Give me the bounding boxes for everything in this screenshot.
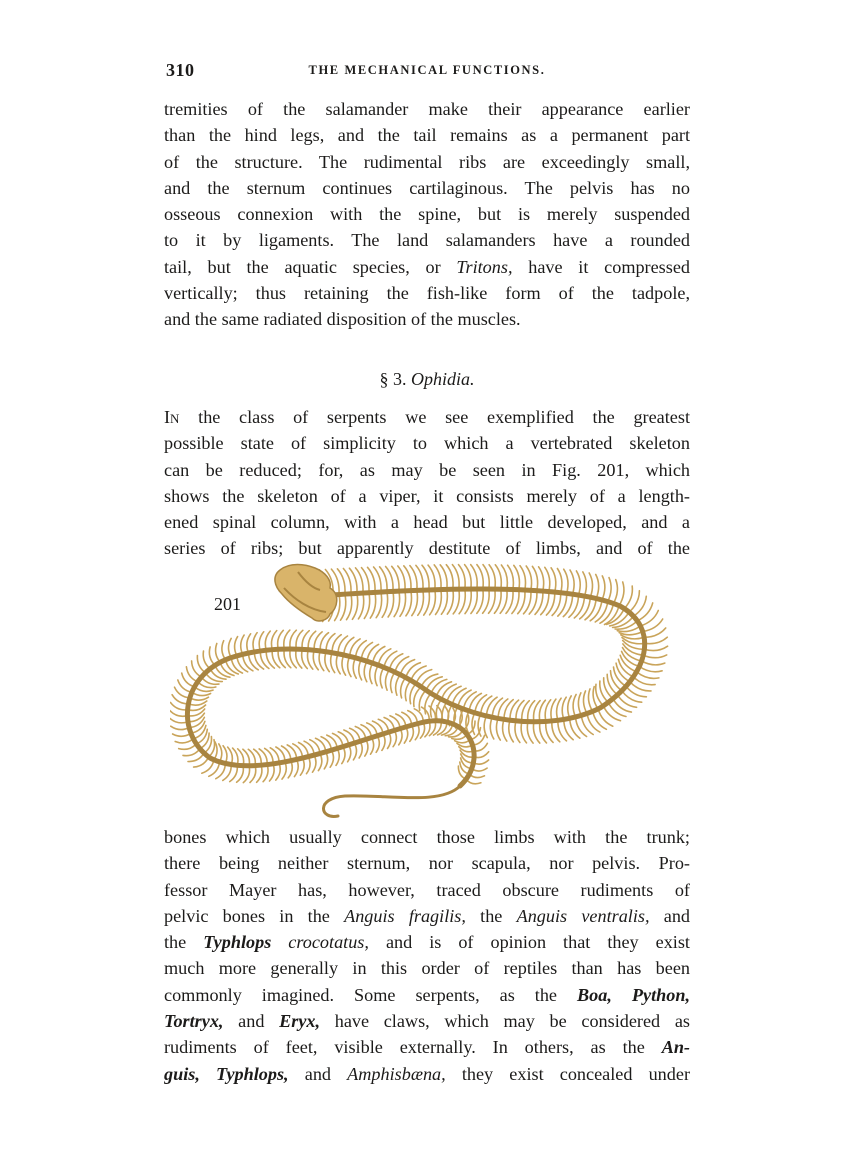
text-line: osseous connexion with the spine, but is merely suspended — [164, 204, 690, 225]
text-line: of the structure. The rudimental ribs are exceedingly small, — [164, 151, 690, 172]
rib — [375, 665, 378, 686]
rib — [629, 591, 639, 612]
rib — [186, 667, 197, 682]
text-segment: rudiments of feet, visible externally. In others, as the — [164, 1037, 662, 1058]
rib — [376, 592, 381, 618]
rib — [216, 764, 226, 779]
rib — [216, 644, 221, 663]
rib — [190, 697, 209, 700]
rib — [241, 635, 244, 654]
text-segment: pelvic bones in the — [164, 905, 345, 926]
text-line — [164, 929, 690, 955]
paragraph-bones — [164, 824, 690, 1087]
rib — [319, 651, 324, 671]
rib — [336, 654, 340, 674]
section-title: Ophidia. — [410, 369, 475, 389]
rib — [170, 710, 188, 716]
text-segment: the class of serpents we see exemplified the greatest — [179, 407, 690, 427]
rib — [385, 670, 389, 691]
rib — [182, 673, 195, 687]
rib — [348, 656, 351, 676]
rib — [194, 757, 209, 767]
text-line: possible state of simplicity to which a vertebrated skeleton — [164, 433, 690, 454]
text-line: to it by ligaments. The land salamanders have a rounded — [164, 230, 690, 251]
rib — [222, 641, 226, 660]
rib — [418, 590, 424, 615]
rib — [430, 590, 436, 615]
rib — [341, 594, 346, 620]
paragraph-salamander — [164, 96, 690, 333]
rib — [396, 675, 401, 696]
rib — [624, 586, 632, 609]
genus-typhlops: Typhlops — [203, 932, 272, 953]
rib — [235, 637, 238, 656]
rib — [342, 655, 346, 675]
rib — [583, 691, 587, 714]
rib — [453, 589, 459, 614]
rib — [614, 580, 618, 604]
rib — [192, 661, 202, 677]
rib — [501, 565, 507, 589]
rib — [370, 663, 373, 684]
rib — [388, 591, 394, 617]
rib — [229, 638, 232, 657]
rib — [509, 720, 514, 742]
rib — [495, 565, 501, 589]
rib — [598, 709, 613, 726]
rib — [400, 591, 406, 616]
rib — [394, 591, 400, 616]
rib — [364, 593, 369, 619]
rib — [447, 589, 453, 614]
rib — [278, 630, 284, 649]
rib — [602, 576, 605, 600]
rib — [634, 596, 647, 616]
rib — [358, 593, 363, 619]
text-segment: and — [288, 1063, 348, 1084]
rib — [424, 590, 430, 615]
text-line: much more generally in this order of reptiles than has been — [164, 958, 690, 979]
rib — [619, 582, 624, 606]
rib — [441, 589, 447, 614]
rib — [515, 721, 520, 743]
rib — [313, 650, 318, 670]
rib — [202, 760, 214, 773]
rib — [539, 567, 544, 591]
text-segment: commonly imagined. Some serpents, as the — [164, 984, 578, 1005]
rib — [573, 695, 576, 717]
text-line: vertically; thus retaining the fish-like form of the tadpole, — [164, 283, 690, 304]
text-line: than the hind legs, and the tail remains as a permanent part — [164, 125, 690, 146]
rib — [436, 590, 442, 615]
text-segment: they exist concealed under — [445, 1063, 690, 1084]
species-crocotatus: crocotatus, — [288, 932, 369, 953]
rib — [503, 719, 507, 741]
rib — [639, 667, 662, 672]
skeleton-tail — [323, 786, 460, 816]
rib — [576, 571, 580, 595]
rib — [578, 693, 581, 716]
text-line — [164, 1061, 690, 1087]
rib — [557, 569, 562, 593]
text-line: series of ribs; but apparently destitute of limbs, and of the — [164, 538, 690, 559]
rib — [223, 765, 231, 781]
rib — [557, 698, 561, 720]
text-line — [164, 404, 690, 430]
rib — [380, 667, 384, 688]
rib — [583, 572, 587, 596]
rib — [551, 699, 556, 721]
text-line: tremities of the salamander make their appearance earlier — [164, 99, 690, 119]
figure-number: 201 — [214, 594, 241, 614]
text-segment: and — [649, 905, 690, 926]
text-line: there being neither sternum, nor scapula, nor pelvis. Pro- — [164, 853, 690, 874]
text-line — [164, 1008, 690, 1034]
running-head: THE MECHANICAL FUNCTIONS. — [308, 63, 546, 77]
rib — [588, 689, 592, 711]
rib — [406, 591, 412, 616]
rib — [551, 568, 556, 592]
rib — [331, 653, 335, 673]
rib — [564, 569, 568, 593]
text-line — [164, 982, 690, 1008]
text-line: and the same radiated disposition of the muscles. — [164, 309, 521, 330]
rib — [642, 661, 665, 665]
rib — [644, 628, 666, 637]
genera-boa-python: Boa, Python, — [577, 984, 690, 1005]
rib — [562, 697, 566, 719]
rib — [589, 573, 592, 597]
text-segment: have it compressed — [512, 256, 690, 277]
rib — [178, 680, 192, 692]
text-line: ened spinal column, with a head but little developed, and a — [164, 512, 690, 533]
rib — [353, 658, 356, 678]
page-header — [166, 60, 688, 86]
species-anguis-ventralis: Anguis ventralis, — [516, 905, 650, 926]
rib — [364, 661, 367, 682]
rib — [608, 578, 611, 602]
rib — [630, 682, 651, 691]
rib — [296, 649, 302, 668]
rib — [175, 739, 193, 743]
text-line: fessor Mayer has, however, traced obscure rudiments of — [164, 879, 690, 900]
rib — [412, 590, 418, 615]
species-anguis-fragilis: Anguis fragilis, — [344, 905, 466, 926]
genus-tortryx: Tortryx, — [164, 1011, 224, 1032]
text-line: bones which usually connect those limbs with the trunk; — [164, 827, 690, 847]
rib — [637, 672, 659, 679]
rib — [302, 649, 308, 668]
rib — [179, 744, 197, 749]
text-segment — [271, 932, 288, 952]
rib — [539, 700, 545, 722]
page-number: 310 — [166, 60, 195, 80]
rib — [359, 660, 362, 680]
genus-amphisbaena: Amphisbæna, — [347, 1063, 446, 1084]
rib — [570, 570, 574, 594]
rib — [370, 592, 375, 618]
rib — [643, 619, 663, 632]
rib — [352, 593, 357, 619]
rib — [284, 630, 290, 649]
text-line: and the sternum continues cartilaginous. The pelvis has no — [164, 177, 690, 198]
text-segment: tail, but the aquatic species, or — [164, 256, 457, 277]
text-line: shows the skeleton of a viper, it consists merely of a length- — [164, 485, 690, 506]
paragraph-serpents — [164, 404, 690, 562]
rib — [209, 762, 220, 776]
rib — [526, 566, 531, 590]
rib — [347, 594, 352, 620]
rib — [192, 692, 211, 695]
rib — [173, 733, 191, 736]
rib — [527, 722, 533, 743]
section-number: § 3. — [379, 369, 407, 389]
text-segment: the — [465, 905, 517, 926]
rib — [508, 565, 514, 589]
rib — [175, 687, 190, 698]
genera-guis-typhlops: guis, Typhlops, — [164, 1063, 289, 1084]
rib — [459, 589, 465, 614]
rib — [484, 716, 487, 738]
text-line: can be reduced; for, as may be seen in Fig. 201, which — [164, 459, 690, 480]
text-segment: and — [223, 1011, 280, 1032]
text-segment: and is of opinion that they exist — [368, 932, 690, 953]
section-heading — [164, 366, 690, 392]
viper-skeleton-figure — [170, 558, 690, 830]
text-segment: have claws, which may be considered as — [320, 1011, 690, 1032]
rib — [307, 650, 312, 669]
genus-tritons: Tritons, — [456, 256, 513, 277]
rib — [520, 566, 526, 590]
rib — [644, 646, 667, 650]
rib — [532, 566, 537, 590]
rib — [645, 637, 668, 643]
dropcap-word: In — [164, 407, 180, 427]
rib — [521, 721, 526, 743]
rib — [545, 567, 550, 591]
genus-eryx: Eryx, — [279, 1011, 321, 1032]
rib — [243, 766, 249, 783]
rib — [172, 695, 188, 704]
rib — [391, 672, 395, 693]
rib — [490, 717, 494, 739]
rib — [596, 574, 599, 598]
rib — [568, 696, 571, 718]
text-segment: the — [164, 932, 204, 953]
rib — [643, 655, 666, 658]
text-line — [164, 1034, 690, 1060]
rib — [325, 652, 329, 672]
text-line — [164, 903, 690, 929]
rib — [496, 718, 500, 740]
rib — [514, 565, 520, 589]
rib — [489, 565, 495, 589]
genus-anguis: An- — [661, 1037, 690, 1058]
rib — [382, 592, 387, 618]
text-line — [164, 254, 690, 280]
rib — [545, 700, 551, 722]
rib — [209, 647, 215, 666]
skeleton-spine — [187, 589, 644, 786]
